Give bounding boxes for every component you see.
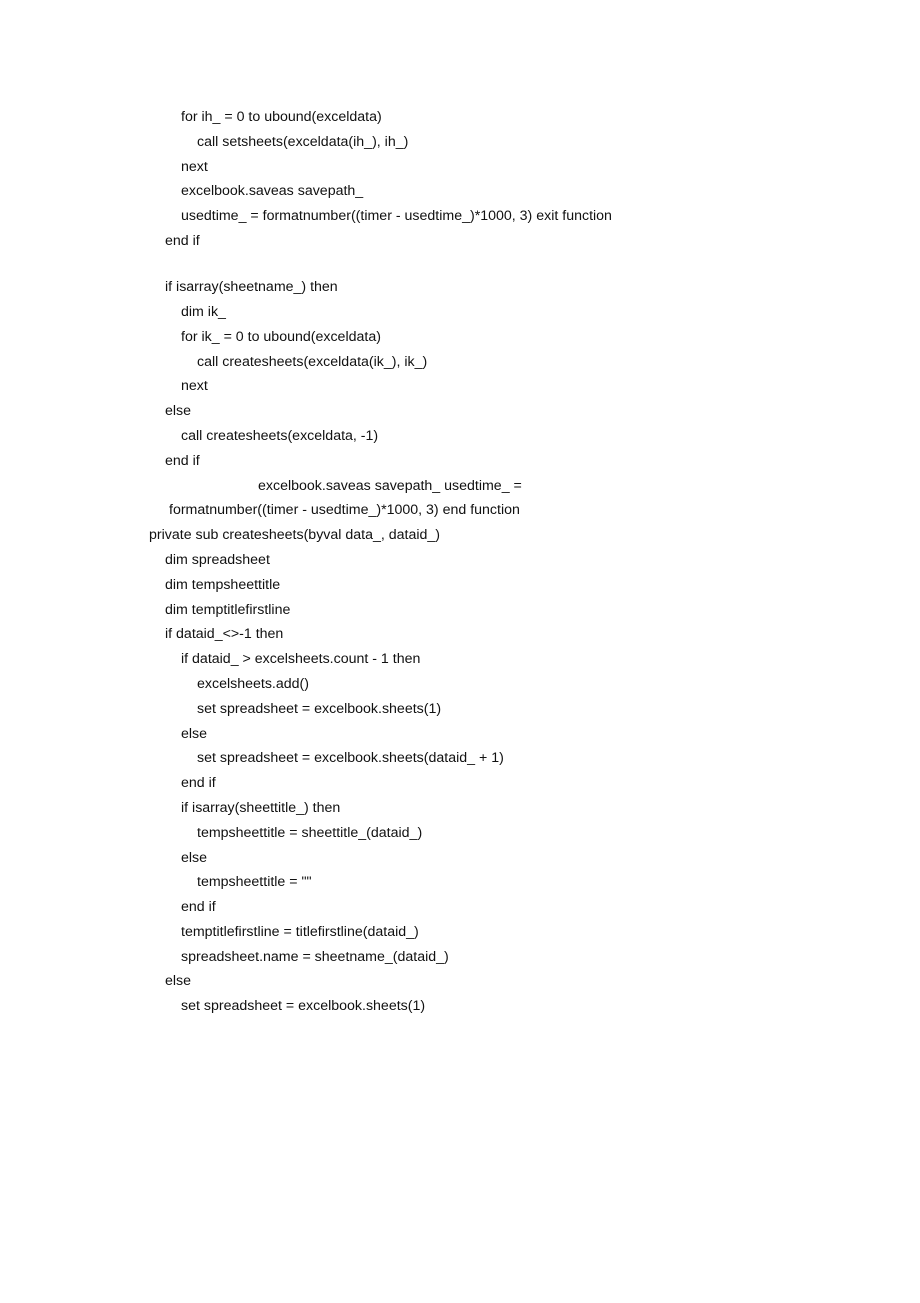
code-line: set spreadsheet = excelbook.sheets(1) <box>181 998 426 1015</box>
code-line: spreadsheet.name = sheetname_(dataid_) <box>181 948 449 965</box>
code-line: if dataid_ > excelsheets.count - 1 then <box>181 651 421 668</box>
code-line: if dataid_<>-1 then <box>165 626 284 643</box>
code-line: next <box>181 158 208 175</box>
code-line: temptitlefirstline = titlefirstline(dataid_) <box>181 923 419 940</box>
code-line: dim tempsheettitle <box>165 576 281 593</box>
code-line: end if <box>165 452 200 469</box>
code-line: excelbook.saveas savepath_ <box>181 183 364 200</box>
code-line: for ih_ = 0 to ubound(exceldata) <box>181 109 382 125</box>
code-line: excelbook.saveas savepath_ usedtime_ = <box>258 477 522 494</box>
code-line: dim spreadsheet <box>165 551 270 568</box>
code-line: for ik_ = 0 to ubound(exceldata) <box>181 328 381 345</box>
code-line: formatnumber((timer - usedtime_)*1000, 3) end function <box>169 502 520 519</box>
code-line: else <box>165 403 192 420</box>
code-line: end if <box>165 232 200 249</box>
code-line: dim ik_ <box>181 303 226 320</box>
code-line: usedtime_ = formatnumber((timer - usedtime_)*1000, 3) exit function <box>181 208 612 225</box>
code-line: else <box>181 725 208 742</box>
code-line: tempsheettitle = "" <box>197 874 312 891</box>
code-line: end if <box>181 899 216 916</box>
code-line: set spreadsheet = excelbook.sheets(dataid_ + 1) <box>197 750 504 767</box>
code-listing <box>0 105 920 1019</box>
code-line: end if <box>181 775 216 792</box>
code-line: excelsheets.add() <box>197 675 309 692</box>
code-line: set spreadsheet = excelbook.sheets(1) <box>197 700 442 717</box>
code-line: else <box>181 849 208 866</box>
code-line: call createsheets(exceldata, -1) <box>181 427 379 444</box>
code-line: if isarray(sheettitle_) then <box>181 799 341 816</box>
blank-line <box>0 254 920 275</box>
code-line: dim temptitlefirstline <box>165 601 291 618</box>
code-line: private sub createsheets(byval data_, dataid_) <box>149 527 441 544</box>
code-line: if isarray(sheetname_) then <box>165 279 338 296</box>
code-line: call createsheets(exceldata(ik_), ik_) <box>197 353 428 370</box>
code-line: call setsheets(exceldata(ih_), ih_) <box>197 133 409 150</box>
code-line: else <box>165 973 192 990</box>
code-line: tempsheettitle = sheettitle_(dataid_) <box>197 824 423 841</box>
code-line: next <box>181 378 208 395</box>
